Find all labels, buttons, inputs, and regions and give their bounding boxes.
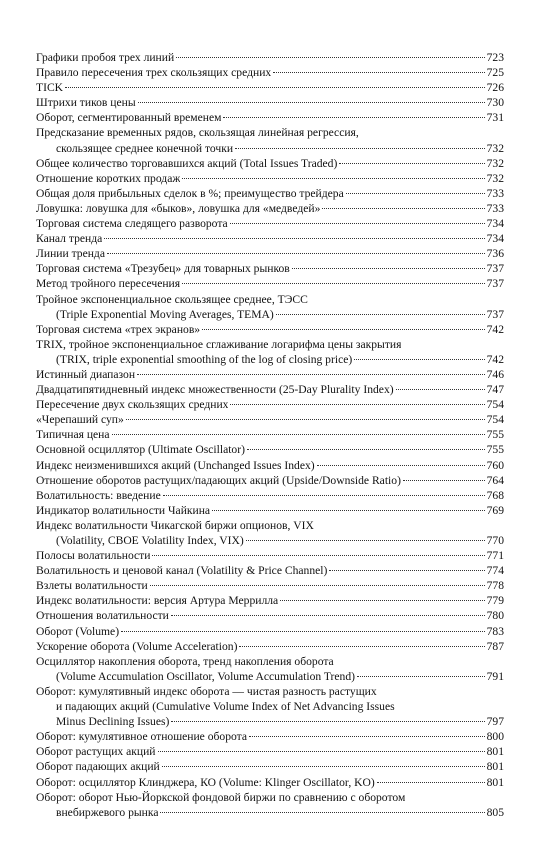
toc-entry-title: Индекс неизменившихся акций (Unchanged Issues Index) (36, 458, 315, 472)
toc-page-number: 780 (486, 609, 504, 623)
toc-entry-title: Волатильность: введение (36, 488, 161, 502)
toc-entry-line-final (36, 201, 504, 216)
toc-entry (36, 488, 504, 503)
toc-entry (36, 458, 504, 473)
toc-entry-line-final (36, 50, 504, 65)
toc-entry (36, 654, 504, 684)
toc-entry (36, 261, 504, 276)
toc-entry-line-final (36, 714, 504, 729)
toc-entry-line-final (36, 759, 504, 774)
toc-entry (36, 397, 504, 412)
toc-entry-line-final (36, 95, 504, 110)
toc-entry-title: Основной осциллятор (Ultimate Oscillator) (36, 443, 245, 457)
toc-entry-line-final (36, 442, 504, 457)
toc-entry-title: Взлеты волатильности (36, 579, 148, 593)
toc-page-number: 731 (486, 111, 504, 125)
toc-entry (36, 473, 504, 488)
toc-entry-title: Торговая система следящего разворота (36, 217, 228, 231)
toc-entry-line (36, 518, 504, 533)
toc-entry-title: Общая доля прибыльных сделок в %; преимущество трейдера (36, 186, 344, 200)
toc-entry-line-final (36, 578, 504, 593)
toc-entry-line-final (36, 548, 504, 563)
toc-entry-line-final (36, 216, 504, 231)
toc-entry-title: Типичная цена (36, 428, 110, 442)
toc-entry (36, 593, 504, 608)
dot-leader (292, 267, 485, 269)
toc-entry-title: Оборот: осциллятор Клинджера, КО (Volume: Klinger Oscillator, KO) (36, 775, 375, 789)
toc-entry-line-final (36, 141, 504, 156)
toc-entry (36, 110, 504, 125)
toc-entry (36, 322, 504, 337)
dot-leader (322, 207, 484, 209)
toc-page-number: 726 (486, 81, 504, 95)
toc-page-number: 737 (486, 307, 504, 321)
toc-page-number: 733 (486, 186, 504, 200)
toc-entry-title: Канал тренда (36, 232, 103, 246)
toc-page-number: 742 (486, 352, 504, 366)
dot-leader (377, 781, 485, 783)
toc-entry (36, 337, 504, 367)
toc-page-number: 769 (486, 503, 504, 517)
toc-entry-line-final (36, 397, 504, 412)
dot-leader (160, 811, 484, 813)
toc-entry-title: внебиржевого рынка (56, 805, 159, 819)
toc-page-number: 737 (486, 277, 504, 291)
toc-entry-line-final (36, 624, 504, 639)
toc-entry-line-final (36, 608, 504, 623)
toc-entry-line-final (36, 382, 504, 397)
toc-entry (36, 759, 504, 774)
toc-page-number: 768 (486, 488, 504, 502)
toc-entry-title: Отношение коротких продаж (36, 171, 181, 185)
toc-entry (36, 729, 504, 744)
toc-entry (36, 382, 504, 397)
toc-entry-title: Отношение оборотов растущих/падающих акций (Upside/Downside Ratio) (36, 473, 401, 487)
toc-entry-title: TICK (36, 81, 64, 95)
toc-entry-title: Осциллятор накопления оборота, тренд накопления оборота (36, 654, 334, 668)
toc-page-number: 800 (486, 730, 504, 744)
dot-leader (276, 313, 485, 315)
toc-page-number: 723 (486, 51, 504, 64)
toc-page-number: 801 (486, 760, 504, 774)
toc-entry (36, 292, 504, 322)
toc-entry-line (36, 292, 504, 307)
toc-entry (36, 775, 504, 790)
toc-page-number: 737 (486, 262, 504, 276)
dot-leader (152, 554, 484, 556)
toc-entry (36, 216, 504, 231)
toc-entry (36, 276, 504, 291)
toc-entry (36, 790, 504, 820)
toc-entry (36, 80, 504, 95)
toc-entry-line-final (36, 156, 504, 171)
toc-entry-title: Индекс волатильности: версия Артура Меррилла (36, 594, 279, 608)
toc-entry-title: (Volatility, CBOE Volatility Index, VIX) (56, 534, 244, 547)
toc-entry-title: Правило пересечения трех скользящих средних (36, 66, 272, 80)
dot-leader (235, 147, 485, 149)
toc-entry-line-final (36, 110, 504, 125)
toc-entry-line (36, 790, 504, 805)
toc-entry-line-final (36, 488, 504, 503)
dot-leader (176, 56, 484, 58)
toc-page-number: 778 (486, 579, 504, 593)
dot-leader (317, 464, 485, 466)
dot-leader (239, 645, 484, 647)
toc-entry-title: Оборот растущих акций (36, 745, 156, 759)
toc-page-number: 791 (486, 669, 504, 683)
dot-leader (104, 237, 484, 239)
dot-leader (65, 86, 485, 88)
toc-entry-line (36, 684, 504, 699)
toc-page-number: 760 (486, 458, 504, 472)
toc-entry-line-final (36, 775, 504, 790)
dot-leader (107, 252, 485, 254)
dot-leader (182, 282, 485, 284)
toc-entry-title: Ускорение оборота (Volume Acceleration) (36, 639, 238, 653)
dot-leader (112, 433, 485, 435)
toc-entry-line-final (36, 744, 504, 759)
toc-page-number: 747 (486, 383, 504, 397)
toc-page-number: 801 (486, 775, 504, 789)
dot-leader (273, 71, 484, 73)
toc-entry (36, 50, 504, 65)
toc-entry-line-final (36, 171, 504, 186)
dot-leader (162, 765, 485, 767)
toc-page-number: 732 (486, 156, 504, 170)
toc-entry-line-final (36, 563, 504, 578)
toc-entry-line-final (36, 412, 504, 427)
toc-entry-title: Оборот: кумулятивное отношение оборота (36, 730, 248, 744)
toc-entry-line-final (36, 322, 504, 337)
toc-entry (36, 639, 504, 654)
toc-page-number: 770 (486, 534, 504, 547)
toc-entry-line-final (36, 80, 504, 95)
toc-entry (36, 548, 504, 563)
dot-leader (280, 599, 484, 601)
dot-leader (158, 750, 485, 752)
dot-leader (223, 116, 484, 118)
toc-entry-line-final (36, 246, 504, 261)
toc-page-number: 783 (486, 624, 504, 638)
dot-leader (396, 388, 485, 390)
toc-entry-title: Двадцатипятидневный индекс множественности (25-Day Plurality Index) (36, 383, 394, 397)
dot-leader (230, 222, 485, 224)
toc-entry (36, 684, 504, 729)
toc-entry-title: «Черепаший суп» (36, 413, 124, 427)
toc-entry-title: Полосы волатильности (36, 549, 151, 563)
toc-page-number: 734 (486, 232, 504, 246)
toc-entry-title: и падающих акций (Cumulative Volume Index of Net Advancing Issues (56, 700, 395, 714)
dot-leader (212, 509, 485, 511)
toc-entry-line-final (36, 805, 504, 820)
toc-entry (36, 156, 504, 171)
toc-page-number: 754 (486, 413, 504, 427)
dot-leader (150, 584, 485, 586)
dot-leader (126, 418, 485, 420)
toc-page-number: 755 (486, 428, 504, 442)
dot-leader (230, 403, 484, 405)
toc-entry-line-final (36, 276, 504, 291)
dot-leader (202, 328, 485, 330)
toc-entry-title: Оборот: кумулятивный индекс оборота — чистая разность растущих (36, 684, 377, 698)
toc-entry-title: Метод тройного пересечения (36, 277, 181, 291)
toc-page-number: 779 (486, 594, 504, 608)
dot-leader (137, 373, 485, 375)
toc-page-number: 733 (486, 201, 504, 215)
toc-page-number: 746 (486, 367, 504, 381)
toc-entry-title: Тройное экспоненциальное скользящее среднее, ТЭСС (36, 292, 308, 306)
toc-entry (36, 186, 504, 201)
toc-entry-title: скользящее среднее конечной точки (56, 141, 234, 155)
toc-entry-title: Штрихи тиков цены (36, 96, 136, 110)
toc-entry (36, 624, 504, 639)
toc-entry (36, 563, 504, 578)
toc-entry (36, 65, 504, 80)
toc-page-number: 764 (486, 473, 504, 487)
toc-entry-line-final (36, 261, 504, 276)
toc-entry-line-final (36, 427, 504, 442)
toc-entry-line (36, 654, 504, 669)
dot-leader (121, 630, 485, 632)
toc-entry-line-final (36, 593, 504, 608)
toc-entry-title: Отношения волатильности (36, 609, 169, 623)
toc-page-number: 805 (486, 805, 504, 819)
dot-leader (329, 569, 484, 571)
toc-entry-title: Оборот падающих акций (36, 760, 160, 774)
toc-entry-line-final (36, 65, 504, 80)
toc-entry-line-final (36, 669, 504, 684)
toc-entry (36, 412, 504, 427)
toc-entry-title: (Triple Exponential Moving Averages, TEMA) (56, 307, 274, 321)
toc-entry-line-final (36, 533, 504, 548)
dot-leader (247, 448, 485, 450)
dot-leader (346, 192, 485, 194)
toc-entry-line-final (36, 307, 504, 322)
toc-entry-title: Торговая система «трех экранов» (36, 322, 201, 336)
toc-entry (36, 95, 504, 110)
dot-leader (171, 720, 484, 722)
toc-page-number: 730 (486, 96, 504, 110)
toc-entry-line-final (36, 231, 504, 246)
toc-entry-line-final (36, 458, 504, 473)
toc-entry-line-final (36, 352, 504, 367)
toc-entry-title: Торговая система «Трезубец» для товарных рынков (36, 262, 290, 276)
dot-leader (246, 539, 485, 541)
dot-leader (138, 101, 485, 103)
toc-entry (36, 125, 504, 155)
toc-entry (36, 246, 504, 261)
toc-entry (36, 503, 504, 518)
dot-leader (163, 494, 485, 496)
toc-entry-title: Общее количество торговавшихся акций (Total Issues Traded) (36, 156, 338, 170)
toc-entry-line-final (36, 503, 504, 518)
toc-entry (36, 744, 504, 759)
toc-entry (36, 442, 504, 457)
toc-entry-title: Линии тренда (36, 247, 105, 261)
dot-leader (182, 177, 484, 179)
toc-entry (36, 231, 504, 246)
dot-leader (249, 735, 485, 737)
toc-page-number: 736 (486, 247, 504, 261)
dot-leader (171, 614, 485, 616)
toc-entry-title: Волатильность и ценовой канал (Volatility & Price Channel) (36, 564, 328, 578)
toc-entry-line (36, 699, 504, 714)
toc-entry (36, 578, 504, 593)
toc-page-number: 732 (486, 171, 504, 185)
toc-page-number: 734 (486, 217, 504, 231)
toc-entry-title: Minus Declining Issues) (56, 715, 170, 729)
dot-leader (339, 162, 484, 164)
toc-page-number: 787 (486, 639, 504, 653)
toc-entry-title: Индекс волатильности Чикагской биржи опционов, VIX (36, 518, 314, 532)
toc-page-number: 742 (486, 322, 504, 336)
toc-entry-title: Оборот: оборот Нью-Йоркской фондовой биржи по сравнению с оборотом (36, 790, 406, 804)
toc-page-number: 774 (486, 564, 504, 578)
toc-entry (36, 608, 504, 623)
toc-entry-title: Предсказание временных рядов, скользящая линейная регрессия, (36, 126, 359, 140)
toc-page-number: 801 (486, 745, 504, 759)
toc-entry-title: Истинный диапазон (36, 367, 136, 381)
toc-page-number: 797 (486, 715, 504, 729)
toc-entry-title: Оборот, сегментированный временем (36, 111, 222, 125)
toc-entry (36, 171, 504, 186)
dot-leader (403, 479, 485, 481)
dot-leader (357, 675, 485, 677)
toc-entry-title: Ловушка: ловушка для «быков», ловушка для «медведей» (36, 201, 321, 215)
toc-page-number: 725 (486, 66, 504, 80)
toc-entry-title: (TRIX, triple exponential smoothing of the log of closing price) (56, 352, 353, 366)
toc-entry-line-final (36, 186, 504, 201)
toc-entry-title: Пересечение двух скользящих средних (36, 398, 229, 412)
toc-page-number: 755 (486, 443, 504, 457)
toc-page-number: 754 (486, 398, 504, 412)
toc-entry-line-final (36, 639, 504, 654)
toc-entry (36, 427, 504, 442)
toc-page-number: 771 (486, 549, 504, 563)
toc-entry-title: Графики пробоя трех линий (36, 51, 175, 64)
toc-entry-line-final (36, 729, 504, 744)
dot-leader (354, 358, 484, 360)
toc-entry-title: (Volume Accumulation Oscillator, Volume Accumulation Trend) (56, 669, 356, 683)
toc-entry-line-final (36, 473, 504, 488)
toc-entry-title: TRIX, тройное экспоненциальное сглаживание логарифма цены закрытия (36, 337, 402, 351)
toc-entry-title: Оборот (Volume) (36, 624, 120, 638)
table-of-contents (36, 50, 504, 820)
toc-entry-title: Индикатор волатильности Чайкина (36, 503, 211, 517)
toc-entry (36, 201, 504, 216)
toc-entry-line (36, 125, 504, 140)
toc-page-number: 732 (486, 141, 504, 155)
toc-entry-line (36, 337, 504, 352)
toc-entry-line-final (36, 367, 504, 382)
toc-entry (36, 367, 504, 382)
toc-entry (36, 518, 504, 548)
